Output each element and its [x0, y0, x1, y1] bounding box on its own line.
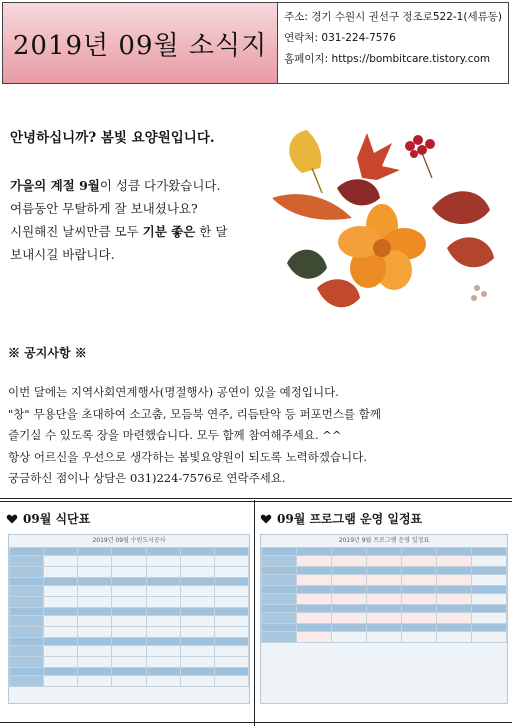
menu-table-caption: 2019년 09월 수원도시공사 — [92, 537, 166, 544]
intro-highlight: 가을의 계절 9월 — [10, 178, 100, 193]
autumn-leaves-illustration — [262, 118, 510, 326]
notice-line: "창" 무용단을 초대하여 소고춤, 모듬북 연주, 리듬탄악 등 퍼포먼스를 함께 — [8, 406, 381, 421]
intro-text: 보내시길 바랍니다. — [10, 247, 115, 262]
intro-text: 시원해진 날씨만큼 모두 — [10, 224, 143, 239]
program-title-text: 09월 프로그램 운영 일정표 — [277, 512, 423, 526]
phone-text: 연락처: 031-224-7576 — [284, 32, 396, 44]
menu-section-title — [6, 510, 90, 527]
heart-icon — [260, 513, 272, 525]
column-divider — [254, 500, 255, 726]
notice-line: 즐기실 수 있도록 장을 마련했습니다. 모두 함께 참여해주세요. ^^ — [8, 428, 342, 442]
section-divider — [0, 498, 512, 499]
intro-text: 한 달 — [195, 224, 228, 239]
intro-text: 이 성큼 다가왔습니다. — [99, 178, 221, 193]
newsletter-header — [2, 2, 509, 84]
program-grid — [261, 547, 507, 643]
program-table-image — [260, 534, 508, 704]
menu-grid — [9, 547, 249, 687]
greeting-heading: 안녕하십니까? 봄빛 요양원입니다. — [10, 130, 215, 146]
heart-icon — [6, 513, 18, 525]
notice-line: 이번 달에는 지역사회연계행사(명절행사) 공연이 있을 예정입니다. — [8, 385, 339, 399]
address-text: 주소: 경기 수원시 권선구 정조로522-1(세류동) — [284, 11, 502, 23]
contact-info — [278, 3, 508, 83]
intro-highlight: 기분 좋은 — [142, 224, 196, 239]
title-box — [3, 3, 278, 83]
notice-body — [8, 382, 506, 490]
notice-line: 항상 어르신을 우선으로 생각하는 봄빛요양원이 되도록 노력하겠습니다. — [8, 449, 367, 464]
homepage-link[interactable]: 홈페이지: https://bombitcare.tistory.com — [284, 53, 491, 65]
intro-text: 여름동안 무탈하게 잘 보내셨나요? — [10, 201, 198, 216]
program-table-caption: 2019년 9월 프로그램 운영 일정표 — [338, 537, 430, 544]
program-section-title — [260, 510, 422, 527]
section-divider — [0, 501, 512, 502]
notice-line: 궁금하신 점이나 상담은 031)224-7576로 연락주세요. — [8, 471, 286, 485]
notice-heading: ※ 공지사항 ※ — [8, 346, 87, 360]
menu-table-image — [8, 534, 250, 704]
menu-title-text: 09월 식단표 — [23, 512, 91, 526]
footer-divider — [0, 722, 512, 723]
newsletter-title: 2019년 09월 소식지 — [12, 30, 268, 61]
